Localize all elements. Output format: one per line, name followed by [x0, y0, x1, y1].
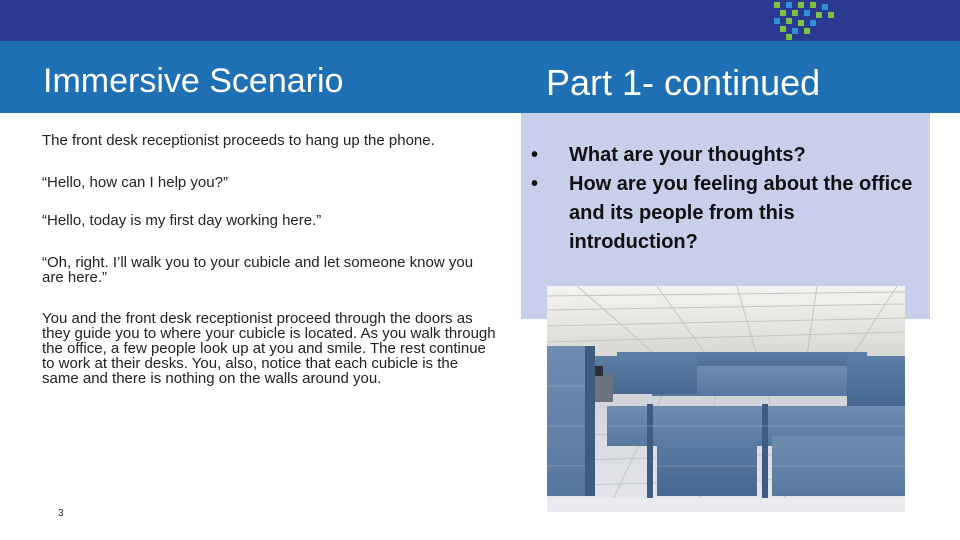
scenario-paragraph: You and the front desk receptionist proceed through the doors as they guide you to where your cubicle is located. As you walk through the office, a few people look up at you and smile. The rest continue to work at their desks. You, also, notice that each cubicle is the same and there is nothing on the walls around you. [42, 310, 496, 387]
slide-title-right: Part 1- continued [546, 62, 821, 103]
question-item [531, 141, 921, 170]
scenario-paragraph: “Hello, today is my first day working here.” [42, 212, 322, 229]
question-text: What are your thoughts? [569, 144, 806, 166]
scenario-paragraph: The front desk receptionist proceeds to hang up the phone. [42, 132, 435, 149]
questions-list [531, 141, 921, 257]
pixel-mosaic-logo [770, 0, 840, 40]
question-text: How are you feeling about the office and its people from this introduction? [569, 173, 913, 253]
page-number: 3 [58, 508, 64, 519]
question-item [531, 170, 921, 257]
scenario-paragraph: “Oh, right. I’ll walk you to your cubicle and let someone know you are here.” [42, 254, 474, 286]
scenario-paragraph: “Hello, how can I help you?” [42, 174, 228, 191]
bullet-icon: • [531, 173, 539, 195]
bullet-icon: • [531, 144, 539, 166]
office-cubicles-photo [547, 286, 905, 512]
slide-title-left: Immersive Scenario [43, 62, 344, 100]
